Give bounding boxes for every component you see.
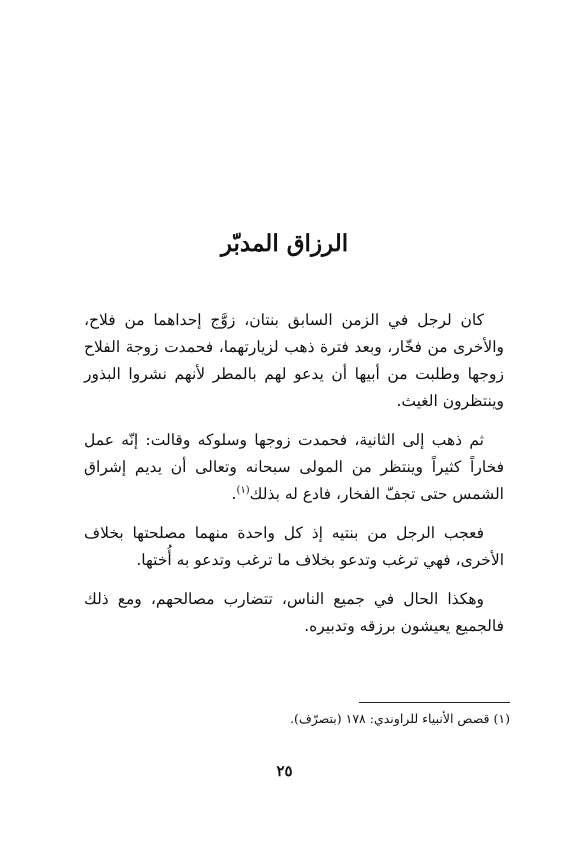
paragraph-4: وهكذا الحال في جميع الناس، تتضارب مصالحهم، ومع ذلك فالجميع يعيشون برزقه وتدبيره. [84,590,504,635]
paragraph-2 [84,427,504,508]
paragraph-1: كان لرجل في الزمن السابق بنتان، زوَّج إحداهما من فلاح، والأخرى من فخّار، وبعد فترة ذهب لزيارتهما، فحمدت زوجة الفلاح زوجها وطلبت من أبيها أن يدعو لهم بالمطر لأنهم نشروا البذور وينتظرون الغيث. [84,311,504,410]
footnote-reference[interactable]: (١) [236,484,250,496]
paragraph-3: فعجب الرجل من بنتيه إذ كل واحدة منهما مصلحتها بخلاف الأخرى، فهي ترغب وتدعو بخلاف ما ترغب وتدعو به أُختها. [84,524,504,569]
footnote-divider [359,702,510,703]
page-title: الرزاق المدبّر [220,230,349,257]
paragraph-2-text: ثم ذهب إلى الثانية، فحمدت زوجها وسلوكه وقالت: إنّه عمل فخاراً كثيراً وينتظر من المولى سبحانه وتعالى أن يديم إشراق الشمس حتى تجفّ الفخار، فادع له بذلك [84,431,504,503]
page-number: ٢٥ [276,762,293,780]
footnote: (١) قصص الأنبياء للراوندي: ١٧٨ (بتصرّف). [289,711,510,726]
paragraph-2-end: . [231,485,237,503]
body-text [84,307,504,652]
